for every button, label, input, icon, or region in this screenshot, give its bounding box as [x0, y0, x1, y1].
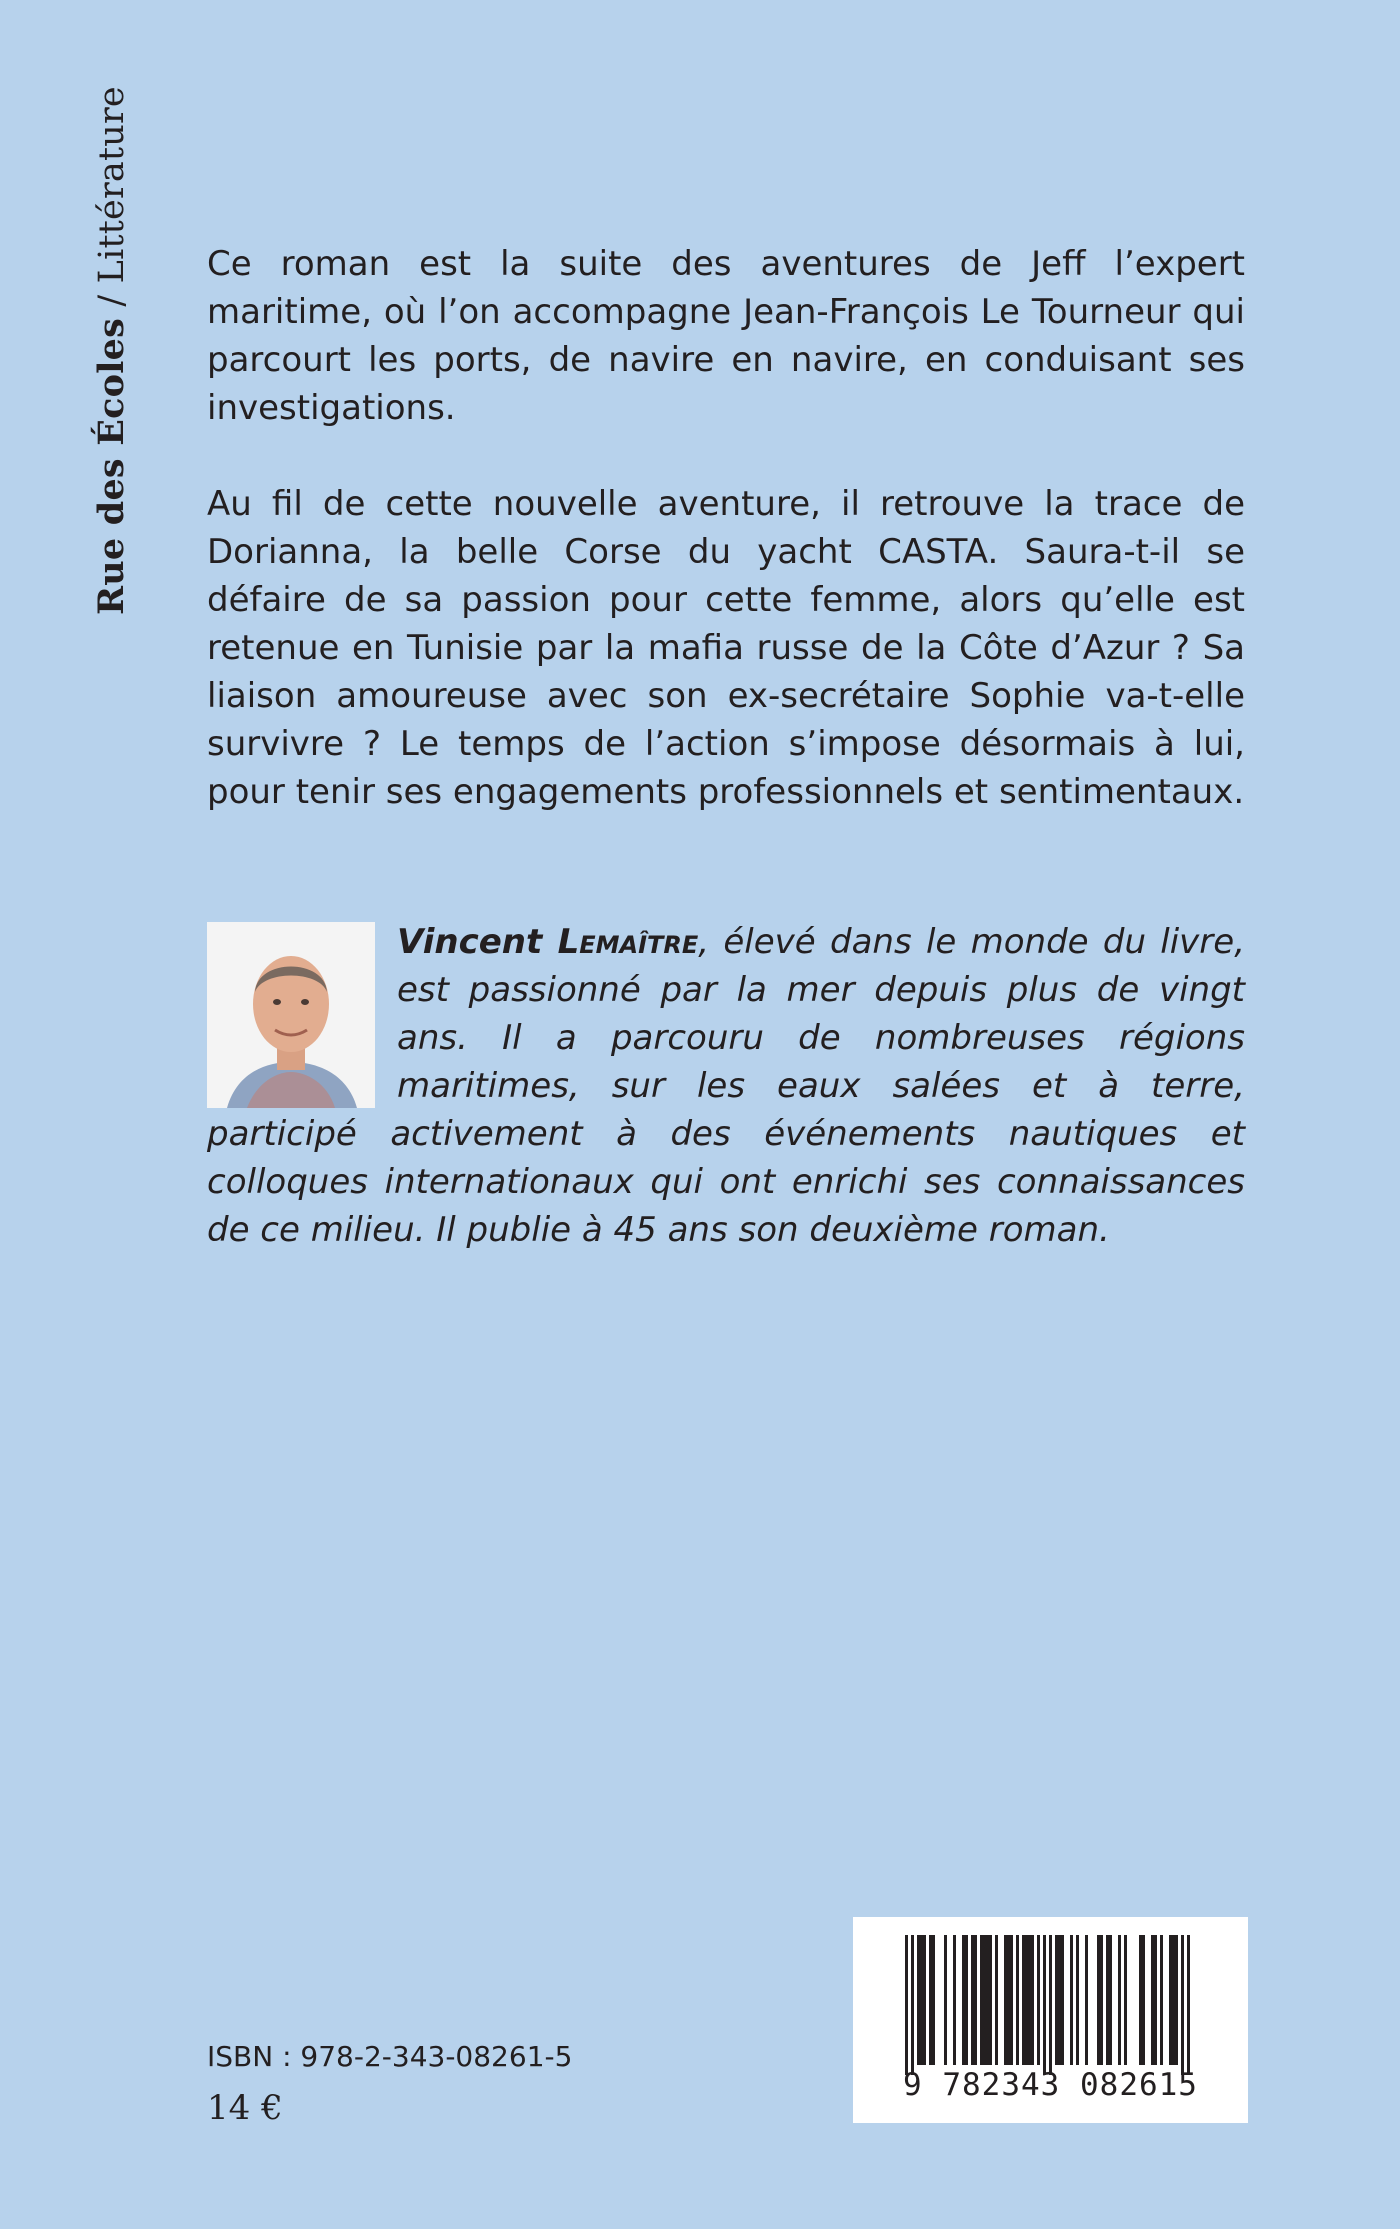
- author-portrait-icon: [207, 922, 375, 1108]
- barcode-bar: [1118, 1935, 1121, 2065]
- spine-separator: /: [92, 283, 132, 318]
- barcode-bar: [1142, 1935, 1145, 2065]
- synopsis-paragraph-2: Au fil de cette nouvelle aventure, il retrouve la trace de Dorianna, la belle Corse du yacht CASTA. Saura-t-il se défaire de sa passion pour cette femme, alors qu’elle est retenue en Tunisie par la mafia russe de la Côte d’Azur ? Sa liaison amoureuse avec son ex-secrétaire Sophie va-t-elle survivre ? Le temps de l’action s’impose désormais à lui, pour tenir ses engagements professionnels et sentimentaux.: [207, 484, 1245, 812]
- series-name: Rue des Écoles: [91, 317, 132, 615]
- barcode-bar: [1187, 1935, 1190, 2075]
- barcode: [853, 1917, 1248, 2123]
- barcode-bar: [1085, 1935, 1088, 2065]
- genre-name: Littérature: [92, 86, 132, 284]
- barcode-bar: [1043, 1935, 1046, 2075]
- barcode-bar: [1025, 1935, 1028, 2065]
- barcode-bar: [974, 1935, 977, 2065]
- barcode-bar: [1097, 1935, 1100, 2065]
- barcode-bar: [1109, 1935, 1112, 2065]
- barcode-bar: [1160, 1935, 1163, 2065]
- author-bio-text: , élevé dans le monde du livre, est passionné par la mer depuis plus de vingt ans. Il a parcouru de nombreuses régions maritimes, sur les eaux salées et à terre, participé activement à des événements nautiques et colloques internationaux qui ont enrichi ses connaissances de ce milieu. Il publie à 45 ans son deuxième roman.: [207, 922, 1245, 1250]
- spine-label: [91, 86, 132, 615]
- barcode-bar: [983, 1935, 986, 2065]
- barcode-bar: [944, 1935, 947, 2065]
- barcode-bar: [965, 1935, 968, 2065]
- barcode-bar: [1022, 1935, 1025, 2065]
- barcode-bar: [986, 1935, 989, 2065]
- barcode-bar: [1151, 1935, 1154, 2065]
- barcode-bar: [1124, 1935, 1127, 2065]
- synopsis: [207, 240, 1245, 864]
- isbn: ISBN : 978-2-343-08261-5: [207, 2040, 573, 2073]
- barcode-bar: [932, 1935, 935, 2065]
- barcode-bar: [1058, 1935, 1061, 2065]
- barcode-bar: [1028, 1935, 1031, 2065]
- barcode-digits: 9 782343 082615: [903, 2067, 1198, 2103]
- barcode-bar: [1139, 1935, 1142, 2065]
- barcode-bar: [1070, 1935, 1073, 2065]
- barcode-bar: [1031, 1935, 1034, 2065]
- barcode-bar: [1037, 1935, 1040, 2065]
- author-bio: [207, 918, 1245, 1254]
- barcode-bar: [980, 1935, 983, 2065]
- barcode-bar: [920, 1935, 923, 2065]
- barcode-bar: [1061, 1935, 1064, 2065]
- barcode-bar: [1055, 1935, 1058, 2065]
- barcode-bar: [1007, 1935, 1010, 2065]
- barcode-bar: [917, 1935, 920, 2065]
- barcode-bar: [911, 1935, 914, 2075]
- barcode-bar: [923, 1935, 926, 2065]
- barcode-bar: [1181, 1935, 1184, 2075]
- barcode-bar: [953, 1935, 956, 2065]
- barcode-bar: [1175, 1935, 1178, 2065]
- barcode-bar: [1016, 1935, 1019, 2065]
- barcode-bar: [1004, 1935, 1007, 2065]
- barcode-bar: [1169, 1935, 1172, 2065]
- barcode-bar: [962, 1935, 965, 2065]
- barcode-bar: [1049, 1935, 1052, 2075]
- synopsis-paragraph-1: Ce roman est la suite des aventures de Jeff l’expert maritime, où l’on accompagne Jean-François Le Tourneur qui parcourt les ports, de navire en navire, en conduisant ses investigations.: [207, 244, 1245, 428]
- barcode-bar: [1076, 1935, 1079, 2065]
- barcode-bar: [1106, 1935, 1109, 2065]
- barcode-bar: [1154, 1935, 1157, 2065]
- author-last-name: Lemaître: [557, 922, 699, 962]
- barcode-bar: [1100, 1935, 1103, 2065]
- author-name: [397, 922, 698, 962]
- barcode-bar: [995, 1935, 998, 2065]
- author-photo: [207, 922, 375, 1108]
- barcode-bar: [971, 1935, 974, 2065]
- price: 14 €: [207, 2088, 283, 2128]
- barcode-bar: [905, 1935, 908, 2075]
- barcode-bar: [929, 1935, 932, 2065]
- barcode-bar: [989, 1935, 992, 2065]
- author-first-name: Vincent: [397, 922, 543, 962]
- barcode-bar: [1172, 1935, 1175, 2065]
- barcode-bar: [1010, 1935, 1013, 2065]
